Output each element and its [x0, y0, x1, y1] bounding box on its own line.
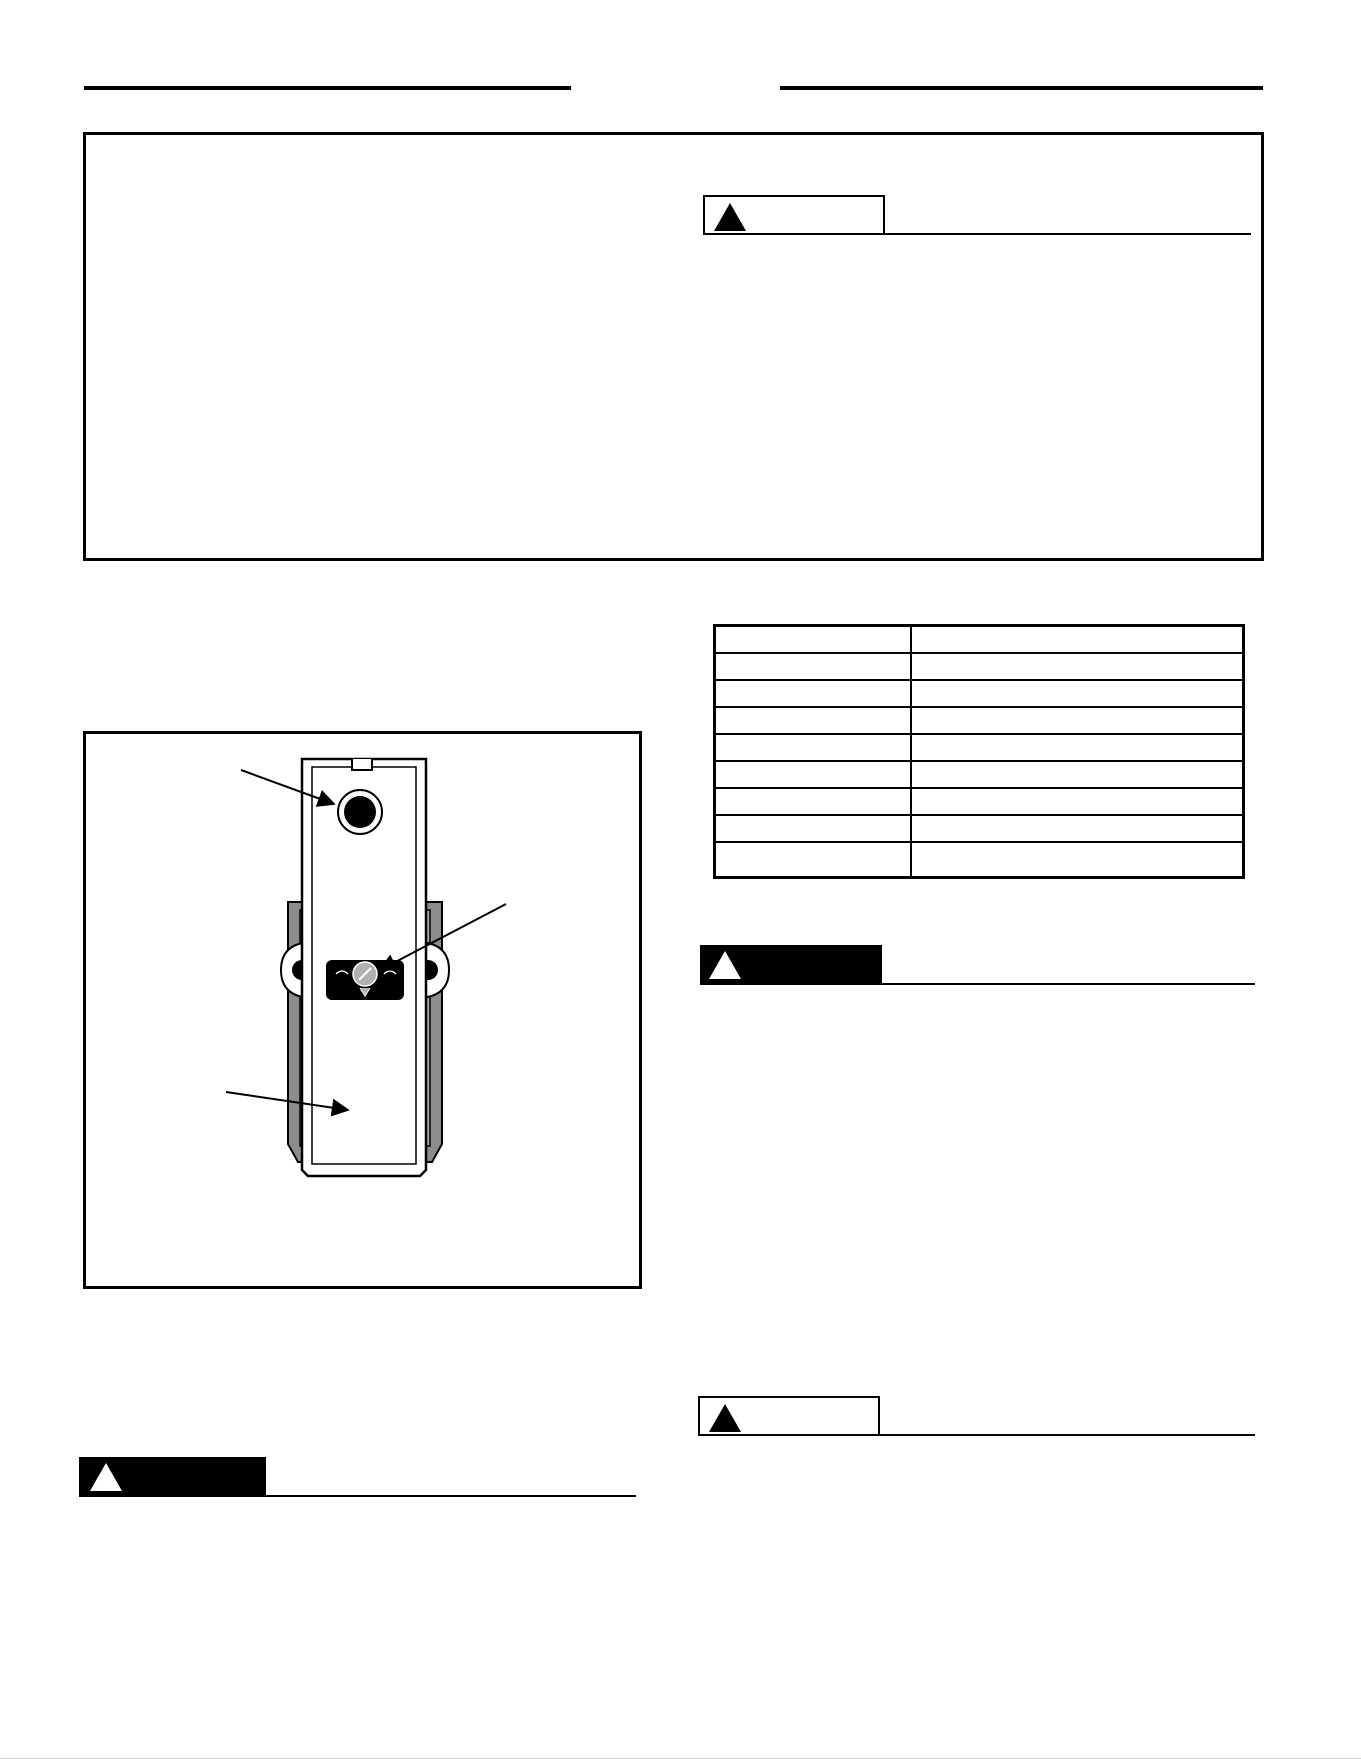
- table-cell: [911, 680, 1244, 707]
- figure-box: [83, 731, 642, 1289]
- table-cell: [911, 761, 1244, 788]
- warning-triangle-icon: [89, 1462, 123, 1492]
- table-cell: [911, 626, 1244, 654]
- table-cell: [715, 815, 912, 842]
- table-cell: [911, 653, 1244, 680]
- warning-tag: [703, 195, 885, 235]
- table-cell: [715, 734, 912, 761]
- table-row: [715, 626, 1244, 654]
- table-row: [715, 815, 1244, 842]
- warning-header-lower-right: [698, 1396, 1255, 1436]
- warning-tag: [79, 1457, 266, 1497]
- table-row: [715, 680, 1244, 707]
- warning-underline: [880, 1434, 1255, 1436]
- warning-triangle-icon: [713, 202, 747, 232]
- warning-underline: [266, 1495, 636, 1497]
- table-cell: [715, 842, 912, 878]
- specs-table: [713, 624, 1245, 879]
- table-cell: [715, 653, 912, 680]
- warning-header-middle-right: [700, 945, 1255, 985]
- table-row: [715, 761, 1244, 788]
- warning-triangle-icon: [708, 1403, 742, 1433]
- warning-tag: [700, 945, 882, 985]
- table-row: [715, 842, 1244, 878]
- notice-box: [83, 132, 1264, 561]
- table-cell: [911, 707, 1244, 734]
- table-cell: [911, 788, 1244, 815]
- header-rule-left: [84, 86, 571, 90]
- warning-header-lower-left: [79, 1457, 636, 1497]
- table-row: [715, 788, 1244, 815]
- table-cell: [911, 815, 1244, 842]
- table-cell: [715, 761, 912, 788]
- table-row: [715, 653, 1244, 680]
- table-cell: [715, 707, 912, 734]
- footer-rule: [0, 1758, 1361, 1759]
- table-cell: [715, 788, 912, 815]
- table-row: [715, 707, 1244, 734]
- warning-triangle-icon: [708, 950, 742, 980]
- header-rule-right: [780, 86, 1263, 90]
- table-cell: [911, 734, 1244, 761]
- warning-header-top-right: [703, 195, 1251, 235]
- warning-underline: [885, 233, 1251, 235]
- table-cell: [715, 626, 912, 654]
- table-cell: [911, 842, 1244, 878]
- warning-underline: [882, 983, 1255, 985]
- device-illustration: [86, 734, 639, 1286]
- table-cell: [715, 680, 912, 707]
- warning-tag: [698, 1396, 880, 1436]
- button-inner: [344, 796, 376, 828]
- table-row: [715, 734, 1244, 761]
